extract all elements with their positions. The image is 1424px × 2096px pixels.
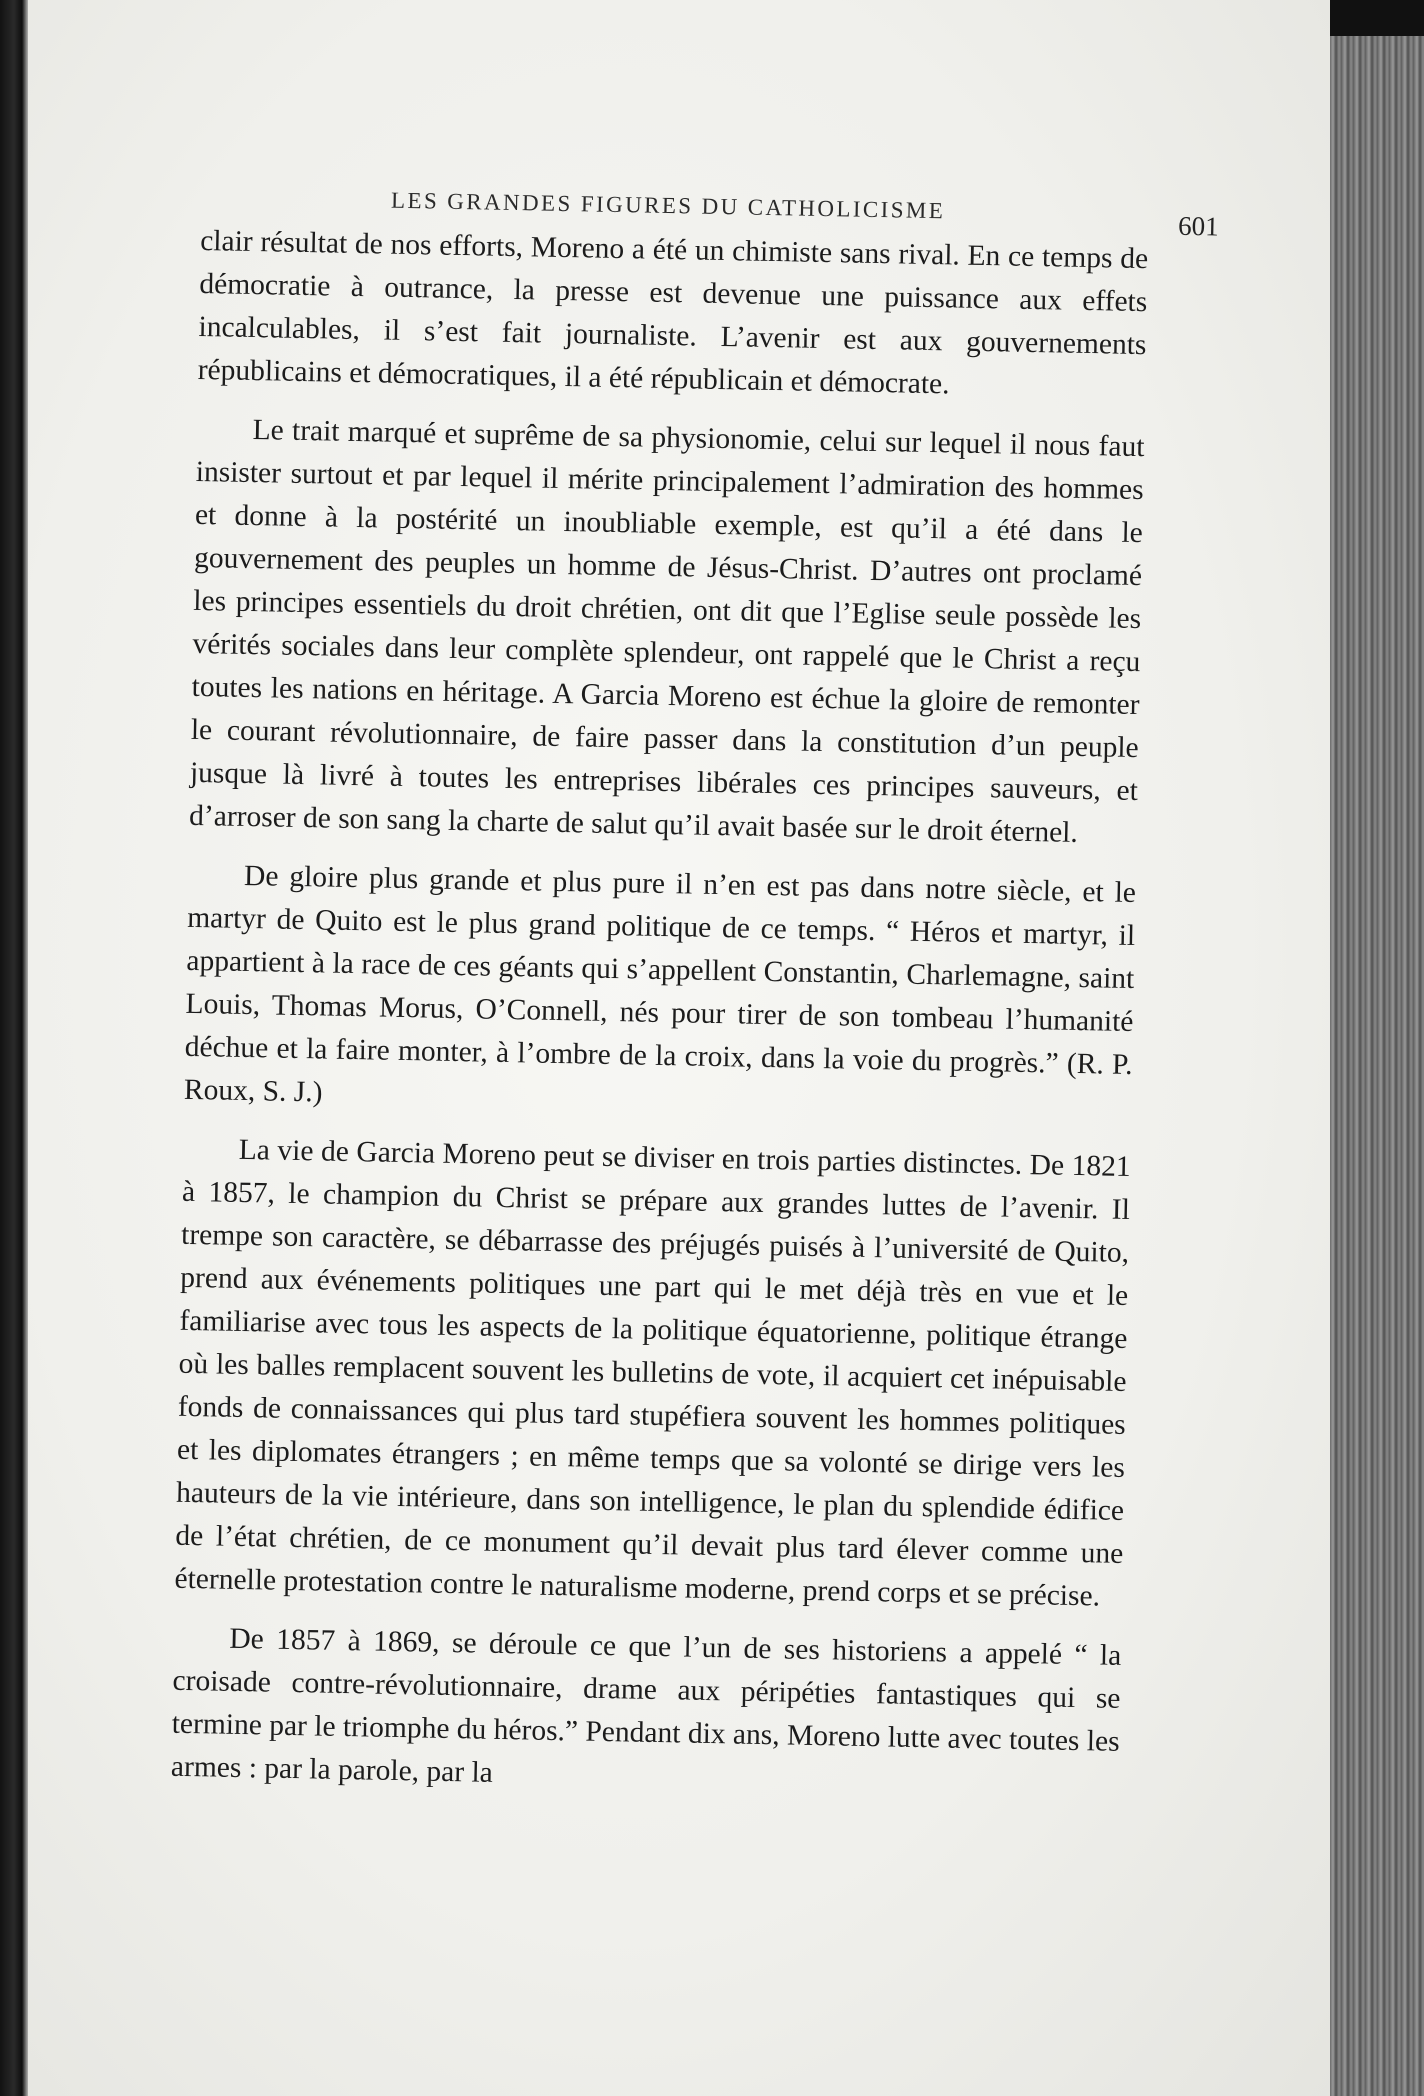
book-edge-shadow (1330, 0, 1424, 40)
paragraph: La vie de Garcia Moreno peut se diviser en trois parties distinctes. De 1821 à 1857, le champion du Christ se prépare aux grandes luttes de l’avenir. Il trempe son caractère, se débarrasse des préjugés puisés à l’université de Quito, prend aux événements politiques une part qui le met déjà très en vue et le familiarise avec tous les aspects de la politique équatorienne, politique étrange où les balles remplacent souvent les bulletins de vote, il acquiert cet inépuisable fonds de connaissances qui plus tard stupéfiera souvent les hommes politiques et les diplomates étrangers ; en même temps que sa volonté se dirige vers les hauteurs de la vie intérieure, dans son intelligence, le plan du splendide édifice de l’état chrétien, de ce monument qu’il devait plus tard élever comme une éternelle protestation contre le naturalisme moderne, prend corps et se précise. (174, 1133, 1131, 1613)
paragraph: De 1857 à 1869, se déroule ce que l’un de ses historiens a appelé “ la croisade contre-révolutionnaire, drame aux péripéties fantastiques qui se termine par le triomphe du héros.” Pendant dix ans, Moreno lutte avec toutes les armes : par la parole, par la (170, 1622, 1122, 1789)
book-page (28, 0, 1346, 2096)
paragraph: De gloire plus grande et plus pure il n’en est pas dans notre siècle, et le martyr de Quito est le plus grand politique de ce temps. “ Héros et martyr, il appartient à la race de ces géants qui s’appellent Constantin, Charlemagne, saint Louis, Thomas Morus, O’Connell, nés pour tirer de son tombeau l’humanité déchue et la faire monter, à l’ombre de la croix, dans la voie du progrès.” (R. P. Roux, S. J.) (183, 859, 1137, 1109)
page-number: 601 (1177, 210, 1220, 242)
book-page-edges (1330, 36, 1424, 2096)
page-content (170, 150, 1220, 1823)
running-head (201, 150, 1220, 242)
running-title: LES GRANDES FIGURES DU CATHOLICISME (390, 187, 946, 224)
paragraph-continuation: clair résultat de nos efforts, Moreno a été un chimiste sans rival. En ce temps de démocratie à outrance, la presse est devenue une puissance aux effets incalculables, il s’est fait journaliste. L’avenir est aux gouvernements républicains et démocratiques, il a été républicain et démocrate. (197, 224, 1149, 401)
paragraph: Le trait marqué et suprême de sa physionomie, celui sur lequel il nous faut insister surtout et par lequel il mérite principalement l’admiration des hommes et donne à la postérité un inoubliable exemple, est qu’il a été dans le gouvernement des peuples un homme de Jésus-Christ. D’autres ont proclamé les principes essentiels du droit chrétien, ont dit que l’Eglise seule possède les vérités sociales dans leur complète splendeur, ont rappelé que le Christ a reçu toutes les nations en héritage. A Garcia Moreno est échue la gloire de remonter le courant révolutionnaire, de faire passer dans la constitution d’un peuple jusque là livré à toutes les entreprises libérales ces principes sauveurs, et d’arroser de son sang la charte de salut qu’il avait basée sur le droit éternel. (188, 414, 1145, 849)
